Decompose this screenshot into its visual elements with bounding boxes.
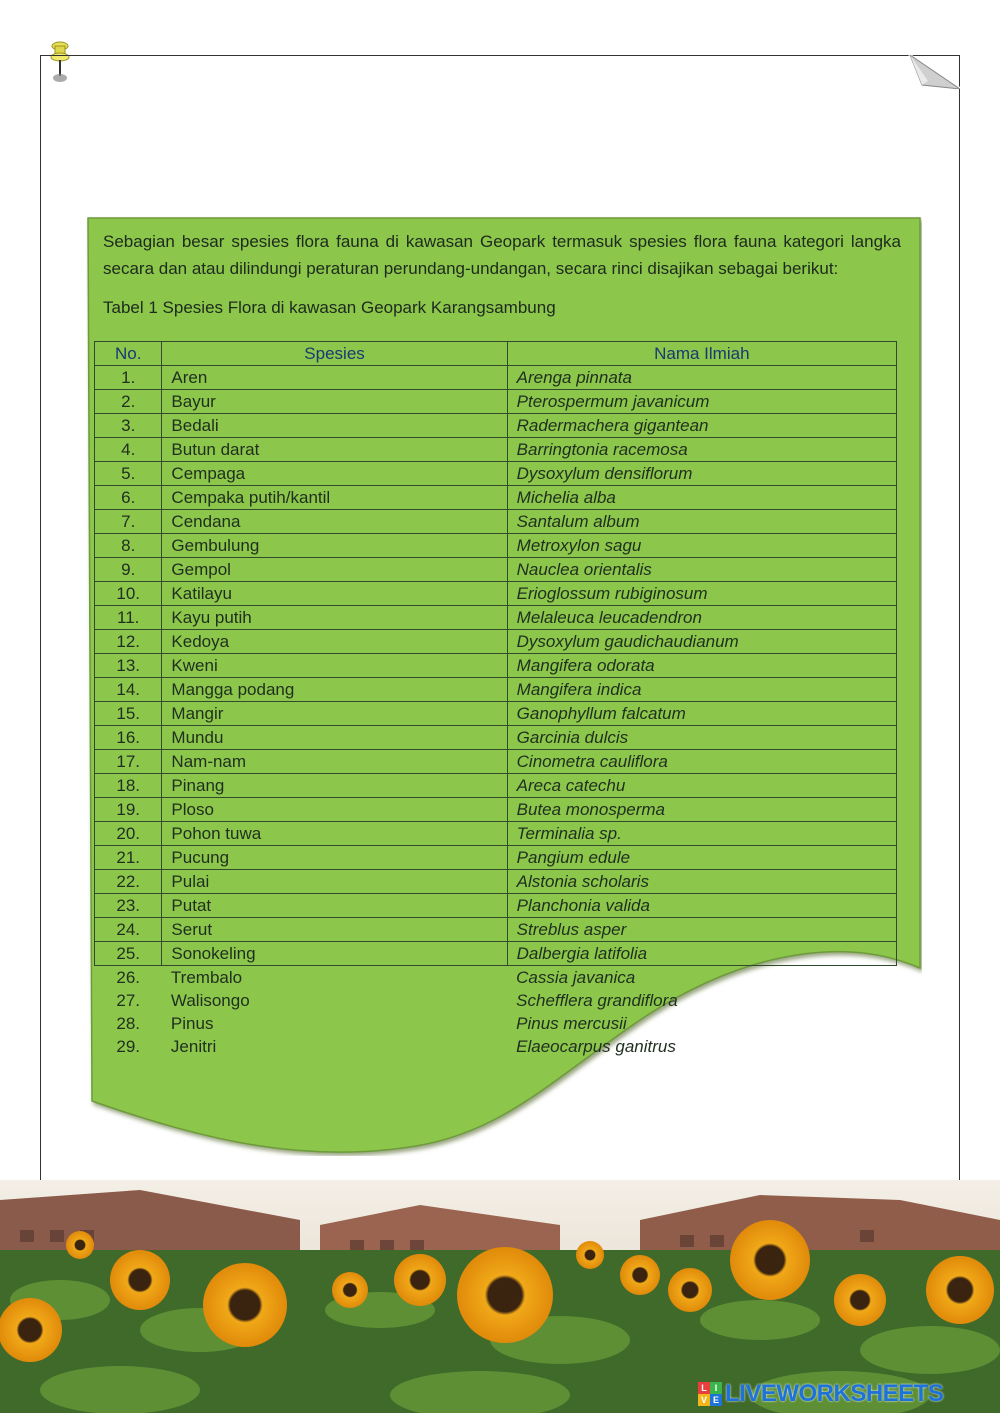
row-number: 16. xyxy=(95,726,162,750)
species-cell: Nam-nam xyxy=(162,750,507,774)
species-cell: Gempol xyxy=(162,558,507,582)
row-number: 25. xyxy=(95,942,162,966)
row-number: 27. xyxy=(116,991,141,1010)
scientific-name-cell: Garcinia dulcis xyxy=(507,726,896,750)
table-row xyxy=(95,414,897,438)
scientific-name-cell: Streblus asper xyxy=(507,918,896,942)
row-number: 28. xyxy=(116,1014,141,1033)
species-cell: Cempaka putih/kantil xyxy=(162,486,507,510)
row-number: 6. xyxy=(95,486,162,510)
table-row xyxy=(95,438,897,462)
species-cell: Butun darat xyxy=(162,438,507,462)
row-number: 23. xyxy=(95,894,162,918)
row-number: 9. xyxy=(95,558,162,582)
table-row xyxy=(95,534,897,558)
table-row xyxy=(95,582,897,606)
table-row xyxy=(95,918,897,942)
flora-table xyxy=(94,341,897,1058)
table-row xyxy=(95,654,897,678)
row-number: 15. xyxy=(95,702,162,726)
scientific-name-cell: Ganophyllum falcatum xyxy=(507,702,896,726)
scientific-name-cell: Alstonia scholaris xyxy=(507,870,896,894)
page-curl-icon xyxy=(908,55,960,89)
species-cell: Katilayu xyxy=(162,582,507,606)
species-cell: Pucung xyxy=(162,846,507,870)
row-number: 11. xyxy=(95,606,162,630)
table-row xyxy=(95,510,897,534)
table-row xyxy=(95,726,897,750)
scientific-name-cell: Dalbergia latifolia xyxy=(507,942,896,966)
scientific-name-cell: Pinus mercusii xyxy=(516,1014,627,1033)
species-cell: Kayu putih xyxy=(162,606,507,630)
row-number: 2. xyxy=(95,390,162,414)
scientific-name-cell: Pterospermum javanicum xyxy=(507,390,896,414)
row-number: 17. xyxy=(95,750,162,774)
row-number: 14. xyxy=(95,678,162,702)
table-row xyxy=(95,390,897,414)
species-cell: Serut xyxy=(162,918,507,942)
table-caption: Tabel 1 Spesies Flora di kawasan Geopark Karangsambung xyxy=(103,298,556,317)
scientific-name-cell: Radermachera gigantean xyxy=(507,414,896,438)
species-cell: Walisongo xyxy=(170,991,250,1010)
scientific-name-cell: Cassia javanica xyxy=(507,966,896,990)
row-number: 24. xyxy=(95,918,162,942)
species-cell: Gembulung xyxy=(162,534,507,558)
row-number: 10. xyxy=(95,582,162,606)
table-row xyxy=(95,942,897,966)
row-number: 22. xyxy=(95,870,162,894)
species-cell: Mangir xyxy=(162,702,507,726)
table-row xyxy=(95,678,897,702)
scientific-name-cell: Erioglossum rubiginosum xyxy=(507,582,896,606)
scientific-name-cell: Melaleuca leucadendron xyxy=(507,606,896,630)
species-cell: Aren xyxy=(162,366,507,390)
liveworksheets-logo-icon: L I V E xyxy=(698,1382,722,1406)
species-cell: Cendana xyxy=(162,510,507,534)
scientific-name-cell: Pangium edule xyxy=(507,846,896,870)
row-number: 18. xyxy=(95,774,162,798)
table-row xyxy=(95,822,897,846)
species-cell: Mangga podang xyxy=(162,678,507,702)
scientific-name-cell: Barringtonia racemosa xyxy=(507,438,896,462)
row-number: 1. xyxy=(95,366,162,390)
species-cell: Sonokeling xyxy=(162,942,507,966)
species-cell: Ploso xyxy=(162,798,507,822)
scientific-name-cell: Terminalia sp. xyxy=(507,822,896,846)
scientific-name-cell: Schefflera grandiflora xyxy=(516,991,678,1010)
table-row xyxy=(95,846,897,870)
scientific-name-cell: Santalum album xyxy=(507,510,896,534)
species-cell: Mundu xyxy=(162,726,507,750)
watermark-text: LIVEWORKSHEETS xyxy=(725,1380,944,1407)
scientific-name-cell: Mangifera indica xyxy=(507,678,896,702)
species-cell: Bedali xyxy=(162,414,507,438)
liveworksheets-logo xyxy=(698,1379,943,1409)
row-number: 3. xyxy=(95,414,162,438)
intro-paragraph: Sebagian besar spesies flora fauna di kawasan Geopark termasuk spesies flora fauna kategori langka secara dan atau dilindungi peraturan perundang-undangan, secara rinci disajikan sebagai berikut: xyxy=(103,232,901,278)
table-header-row xyxy=(95,342,897,366)
table-row xyxy=(95,750,897,774)
species-cell: Pinang xyxy=(162,774,507,798)
scientific-name-cell: Planchonia valida xyxy=(507,894,896,918)
row-number: 19. xyxy=(95,798,162,822)
table-row xyxy=(95,1012,897,1035)
header-species: Spesies xyxy=(162,342,507,366)
row-number: 8. xyxy=(95,534,162,558)
table-row xyxy=(95,630,897,654)
scientific-name-cell: Nauclea orientalis xyxy=(507,558,896,582)
row-number: 12. xyxy=(95,630,162,654)
row-number: 29. xyxy=(116,1037,141,1056)
species-cell: Cempaga xyxy=(162,462,507,486)
header-scientific: Nama Ilmiah xyxy=(507,342,896,366)
species-cell: Jenitri xyxy=(170,1037,217,1056)
species-cell: Trembalo xyxy=(162,966,507,990)
scientific-name-cell: Dysoxylum gaudichaudianum xyxy=(507,630,896,654)
row-number: 20. xyxy=(95,822,162,846)
species-cell: Pohon tuwa xyxy=(162,822,507,846)
table-row xyxy=(95,966,897,990)
row-number: 13. xyxy=(95,654,162,678)
row-number: 4. xyxy=(95,438,162,462)
table-row xyxy=(95,606,897,630)
table-row xyxy=(95,870,897,894)
species-cell: Pinus xyxy=(170,1014,214,1033)
table-row xyxy=(95,1035,897,1058)
row-number: 7. xyxy=(95,510,162,534)
species-cell: Kedoya xyxy=(162,630,507,654)
scientific-name-cell: Michelia alba xyxy=(507,486,896,510)
table-row xyxy=(95,486,897,510)
scientific-name-cell: Butea monosperma xyxy=(507,798,896,822)
table-row xyxy=(95,462,897,486)
scientific-name-cell: Arenga pinnata xyxy=(507,366,896,390)
row-number: 21. xyxy=(95,846,162,870)
species-cell: Bayur xyxy=(162,390,507,414)
table-row xyxy=(95,894,897,918)
scientific-name-cell: Dysoxylum densiflorum xyxy=(507,462,896,486)
species-cell: Kweni xyxy=(162,654,507,678)
table-row xyxy=(95,366,897,390)
table-row xyxy=(95,774,897,798)
species-cell: Pulai xyxy=(162,870,507,894)
species-cell: Putat xyxy=(162,894,507,918)
scientific-name-cell: Elaeocarpus ganitrus xyxy=(516,1037,676,1056)
scientific-name-cell: Metroxylon sagu xyxy=(507,534,896,558)
scientific-name-cell: Mangifera odorata xyxy=(507,654,896,678)
table-row xyxy=(95,702,897,726)
scientific-name-cell: Areca catechu xyxy=(507,774,896,798)
table-row xyxy=(95,558,897,582)
row-number: 26. xyxy=(95,966,162,990)
table-row xyxy=(95,798,897,822)
header-no: No. xyxy=(95,342,162,366)
scientific-name-cell: Cinometra cauliflora xyxy=(507,750,896,774)
table-row xyxy=(95,989,897,1012)
row-number: 5. xyxy=(95,462,162,486)
